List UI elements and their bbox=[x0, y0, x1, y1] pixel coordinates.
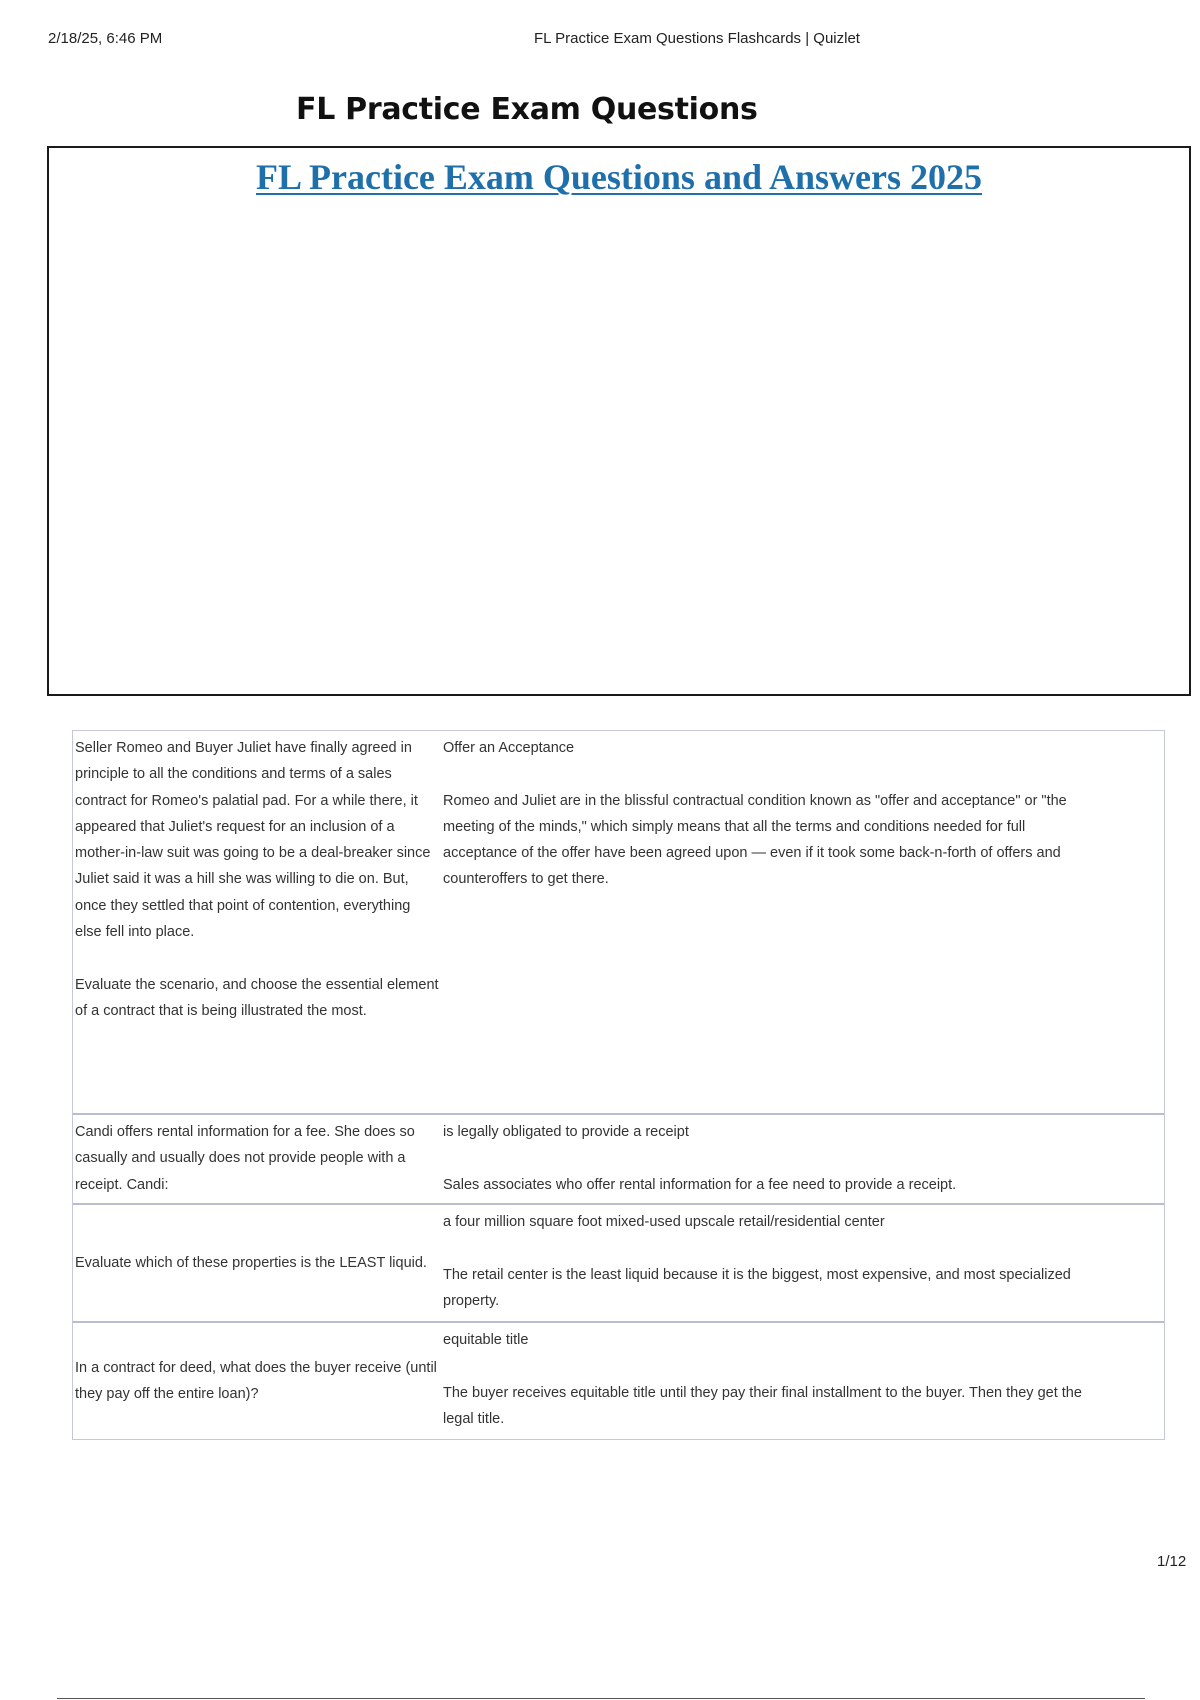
page-number: 1/12 bbox=[1157, 1553, 1187, 1570]
card-definition: equitable title The buyer receives equitable title until they pay their final installment to the buyer. Then they get the legal title. bbox=[443, 1332, 1082, 1427]
flashcard-row bbox=[73, 1115, 1164, 1205]
flashcard-table bbox=[72, 730, 1165, 1440]
flashcard-row bbox=[73, 1205, 1164, 1323]
banner-link[interactable]: FL Practice Exam Questions and Answers 2025 bbox=[256, 157, 982, 197]
print-page-title: FL Practice Exam Questions Flashcards | Quizlet bbox=[534, 30, 860, 47]
deck-title: FL Practice Exam Questions bbox=[296, 92, 758, 127]
print-header bbox=[48, 30, 1148, 54]
card-term: Seller Romeo and Buyer Juliet have finally agreed in principle to all the conditions and terms of a sales contract for Romeo's palatial pad. For a while there, it appeared that Juliet's request for an inclusion of a mother-in-law suit was going to be a deal-breaker since Juliet said it was a hill she was willing to die on. But, once they settled that point of contention, everything else fell into place. Evaluate the scenario, and choose the essential element of a contract that is being illustrated the most. bbox=[75, 740, 439, 1019]
card-definition: is legally obligated to provide a receipt Sales associates who offer rental information for a fee need to provide a receipt. bbox=[443, 1124, 957, 1193]
card-term bbox=[73, 1323, 443, 1439]
card-term-text: In a contract for deed, what does the buyer receive (until they pay off the entire loan)? bbox=[75, 1359, 437, 1402]
banner-box bbox=[47, 146, 1191, 696]
bottom-divider bbox=[57, 1698, 1145, 1699]
card-term bbox=[73, 1205, 443, 1321]
card-term: Candi offers rental information for a fee. She does so casually and usually does not provide people with a receipt. Candi: bbox=[75, 1124, 415, 1193]
print-datetime: 2/18/25, 6:46 PM bbox=[48, 30, 163, 47]
flashcard-row bbox=[73, 1323, 1164, 1439]
flashcard-row bbox=[73, 731, 1164, 1115]
card-term-text: Evaluate which of these properties is the LEAST liquid. bbox=[75, 1254, 427, 1271]
card-definition: Offer an Acceptance Romeo and Juliet are in the blissful contractual condition known as "offer and acceptance" or "the meeting of the minds," which simply means that all the terms and conditions needed for full acceptance of the offer have been agreed upon — even if it took some back-n-forth of offers and counteroffers to get there. bbox=[443, 740, 1067, 888]
card-definition: a four million square foot mixed-used upscale retail/residential center The retail center is the least liquid because it is the biggest, most expensive, and most specialized property. bbox=[443, 1214, 1071, 1309]
